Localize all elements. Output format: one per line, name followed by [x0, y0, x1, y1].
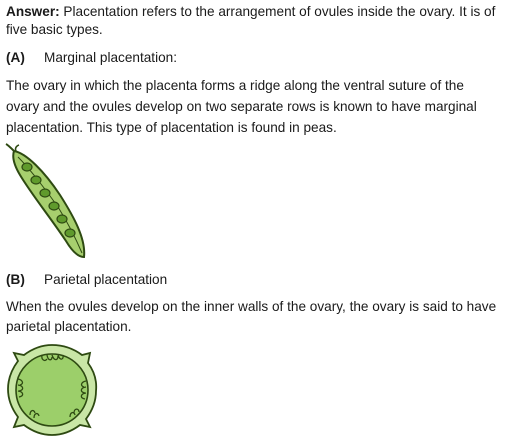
parietal-ovary-cross-section [4, 343, 100, 437]
ovule [40, 189, 50, 197]
section-a-body-line-1: The ovary in which the placenta forms a ridge along the ventral suture of the [6, 78, 464, 93]
ovule [22, 163, 32, 171]
answer-label: Answer: [6, 4, 60, 19]
section-b-body-line-1: When the ovules develop on the inner walls of the ovary, the ovary is said to have [6, 299, 497, 314]
section-b-tag: (B) [6, 272, 25, 287]
pod-stalk [6, 144, 14, 151]
ovary-locule [16, 354, 88, 426]
section-a-title: Marginal placentation: [44, 50, 177, 65]
answer-line-2: five basic types. [6, 22, 103, 37]
section-a-body-line-2: ovary and the ovules develop on two separate rows is known to have marginal [6, 99, 477, 114]
section-b-heading [6, 271, 167, 289]
answer-line-1 [6, 3, 495, 21]
section-a-tag: (A) [6, 50, 25, 65]
section-b-title: Parietal placentation [44, 272, 168, 287]
answer-text: Placentation refers to the arrangement of ovules inside the ovary. It is of [59, 4, 496, 19]
ovule [65, 229, 75, 237]
section-b-body-line-2: parietal placentation. [6, 319, 132, 334]
ovule [31, 176, 41, 184]
pea-pod-illustration [4, 143, 90, 261]
section-a-heading [6, 49, 177, 67]
section-a-body-line-3: placentation. This type of placentation is found in peas. [6, 120, 337, 135]
ovule [49, 202, 59, 210]
ovule [57, 215, 67, 223]
